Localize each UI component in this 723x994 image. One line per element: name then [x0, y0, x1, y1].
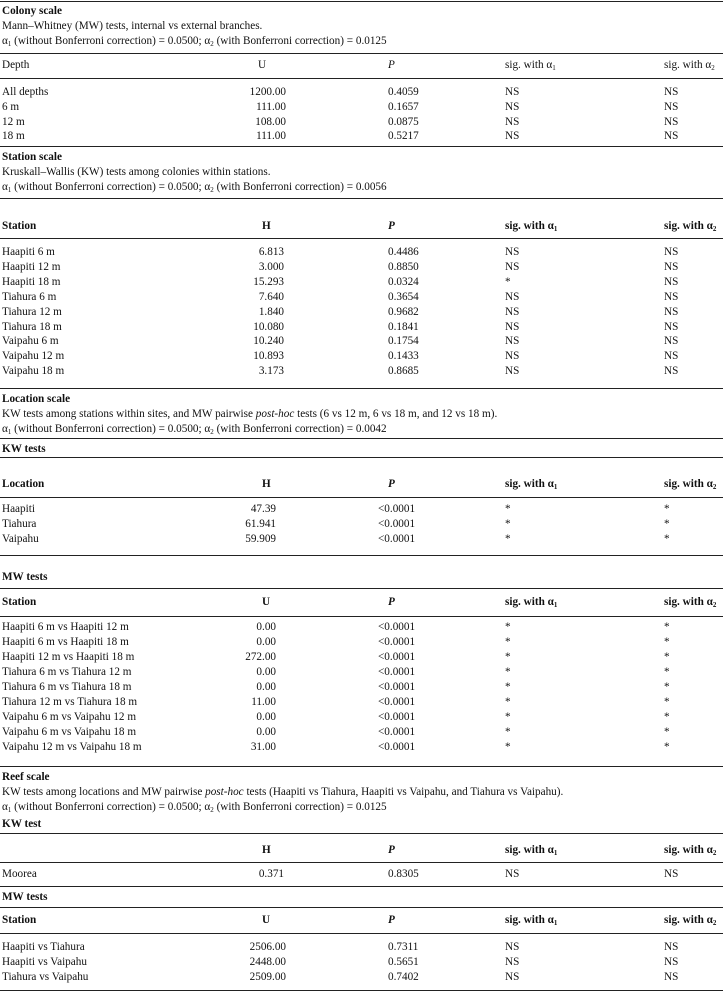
row-sig-alpha2: *	[664, 518, 670, 530]
row-label: Haapiti vs Tiahura	[2, 941, 85, 953]
row-label: Tiahura 18 m	[2, 320, 62, 333]
row-p-value: <0.0001	[378, 503, 416, 515]
row-statistic: 111.00	[256, 130, 286, 143]
table-row	[0, 532, 723, 546]
row-sig-alpha1: NS	[505, 941, 520, 953]
row-label: 18 m	[2, 130, 25, 143]
row-statistic: 59.909	[245, 533, 276, 545]
row-p-value: 0.0875	[388, 115, 419, 128]
header-u: U	[258, 59, 267, 71]
table-row	[0, 334, 723, 348]
row-sig-alpha1: NS	[505, 130, 520, 143]
header-sig-a1: sig. with $\alpha_1$	[505, 844, 558, 857]
location-mw-end-rule	[0, 766, 723, 767]
row-label: Haapiti 12 m	[2, 260, 61, 273]
row-p-value: 0.7402	[388, 971, 419, 983]
station-description: Kruskall–Wallis (KW) tests among colonies within stations.	[2, 166, 271, 178]
reef-description: KW tests among locations and MW pairwise post-hoc tests (Haapiti vs Tiahura, Haapiti vs Vaipahu, and Tiahura vs Vaipahu).	[2, 786, 564, 798]
row-label: Haapiti 18 m	[2, 275, 61, 288]
header-h: H	[262, 220, 271, 232]
row-sig-alpha2: *	[664, 503, 670, 515]
location-description: KW tests among stations within sites, and MW pairwise post-hoc tests (6 vs 12 m, 6 vs 18 m, and 12 vs 18 m).	[2, 408, 498, 420]
row-sig-alpha1: *	[505, 651, 511, 663]
row-sig-alpha1: *	[505, 621, 511, 633]
colony-title: Colony scale	[2, 5, 62, 17]
row-sig-alpha1: NS	[505, 971, 520, 983]
location-kw-header-row	[0, 477, 723, 491]
row-sig-alpha2: NS	[664, 868, 679, 880]
row-sig-alpha2: NS	[664, 290, 679, 303]
row-sig-alpha1: *	[505, 636, 511, 648]
row-label: 12 m	[2, 115, 25, 128]
row-statistic: 3.173	[258, 365, 284, 378]
row-statistic: 10.240	[253, 335, 284, 348]
header-depth: Depth	[2, 59, 30, 71]
row-p-value: 0.8850	[388, 260, 419, 273]
row-p-value: <0.0001	[378, 711, 416, 723]
header-p: P	[388, 478, 395, 490]
header-sig-a1: sig. with $\alpha_1$	[505, 220, 558, 233]
row-label: Haapiti	[2, 503, 35, 515]
row-statistic: 0.00	[256, 711, 276, 723]
row-p-value: 0.7311	[388, 941, 419, 953]
table-row	[0, 349, 723, 363]
row-sig-alpha1: NS	[505, 246, 520, 258]
table-row	[0, 710, 723, 724]
row-sig-alpha1: NS	[505, 335, 520, 348]
station-header-row	[0, 219, 723, 233]
table-row	[0, 955, 723, 969]
reef-kw-header-row	[0, 843, 723, 857]
header-sig-a1: sig. with $\alpha_1$	[505, 914, 558, 927]
table-row	[0, 695, 723, 709]
table-row	[0, 260, 723, 274]
row-sig-alpha2: NS	[664, 365, 679, 378]
row-label: All depths	[2, 86, 49, 98]
row-sig-alpha2: NS	[664, 115, 679, 128]
row-sig-alpha1: *	[505, 666, 511, 678]
row-label: Vaipahu 18 m	[2, 365, 65, 378]
row-p-value: <0.0001	[378, 518, 416, 530]
row-sig-alpha2: NS	[664, 305, 679, 318]
row-sig-alpha1: NS	[505, 100, 520, 113]
row-sig-alpha1: *	[505, 741, 511, 753]
header-u: U	[262, 914, 271, 926]
row-sig-alpha1: *	[505, 711, 511, 723]
row-statistic: 61.941	[245, 518, 276, 530]
table-row	[0, 502, 723, 516]
reef-kw-header-rule	[0, 833, 723, 834]
row-p-value: 0.4059	[388, 86, 419, 98]
header-station: Station	[2, 914, 37, 926]
station-header-bottom-rule	[0, 238, 723, 239]
reef-mw-header-bottom-rule	[0, 933, 723, 934]
row-statistic: 7.640	[258, 290, 284, 303]
row-sig-alpha2: NS	[664, 335, 679, 348]
row-statistic: 0.00	[256, 636, 276, 648]
row-sig-alpha1: NS	[505, 86, 520, 98]
header-sig-a2: sig. with $\alpha_2$	[664, 914, 717, 927]
row-p-value: <0.0001	[378, 681, 416, 693]
row-statistic: 10.080	[253, 320, 284, 333]
row-sig-alpha1: NS	[505, 956, 520, 968]
row-statistic: 272.00	[245, 651, 276, 663]
row-sig-alpha2: NS	[664, 246, 679, 258]
row-p-value: <0.0001	[378, 696, 416, 708]
row-p-value: 0.1841	[388, 320, 419, 333]
row-sig-alpha1: *	[505, 681, 511, 693]
row-sig-alpha2: *	[664, 741, 670, 753]
row-sig-alpha2: *	[664, 621, 670, 633]
row-sig-alpha2: *	[664, 681, 670, 693]
table-row	[0, 680, 723, 694]
colony-header-row	[0, 58, 723, 72]
row-label: Tiahura 6 m vs Tiahura 12 m	[2, 666, 132, 678]
colony-description: Mann–Whitney (MW) tests, internal vs external branches.	[2, 20, 263, 32]
row-label: 6 m	[2, 100, 20, 113]
row-sig-alpha2: NS	[664, 941, 679, 953]
table-row	[0, 275, 723, 289]
row-statistic: 0.00	[256, 726, 276, 738]
row-statistic: 0.00	[256, 621, 276, 633]
row-statistic: 15.293	[253, 275, 284, 288]
row-statistic: 111.00	[256, 100, 286, 113]
row-sig-alpha1: NS	[505, 260, 520, 273]
row-statistic: 11.00	[251, 696, 276, 708]
table-row	[0, 867, 723, 881]
row-statistic: 0.00	[256, 666, 276, 678]
row-statistic: 0.00	[256, 681, 276, 693]
row-label: Haapiti 12 m vs Haapiti 18 m	[2, 651, 135, 663]
row-sig-alpha1: NS	[505, 320, 520, 333]
header-sig-a2: sig. with $\alpha_2$	[664, 220, 717, 233]
location-mw-header-rule	[0, 588, 723, 589]
location-kw-header-rule	[0, 457, 723, 458]
row-p-value: 0.5651	[388, 956, 419, 968]
row-p-value: <0.0001	[378, 726, 416, 738]
row-statistic: 2506.00	[249, 941, 286, 953]
reef-mw-header-rule	[0, 907, 723, 908]
row-sig-alpha1: *	[505, 503, 511, 515]
header-sig-a2: sig. with $\alpha_2$	[664, 478, 717, 491]
table-row	[0, 320, 723, 334]
row-p-value: <0.0001	[378, 533, 416, 545]
row-label: Tiahura 6 m vs Tiahura 18 m	[2, 681, 132, 693]
location-kw-end-rule	[0, 555, 723, 556]
table-row	[0, 129, 723, 143]
table-row	[0, 940, 723, 954]
row-statistic: 1200.00	[249, 86, 286, 98]
row-sig-alpha2: *	[664, 533, 670, 545]
header-station: Station	[2, 220, 37, 232]
row-p-value: 0.4486	[388, 246, 419, 258]
row-statistic: 1.840	[258, 305, 284, 318]
row-p-value: 0.8685	[388, 365, 419, 378]
table-row	[0, 725, 723, 739]
table-row	[0, 85, 723, 99]
station-end-rule	[0, 388, 723, 389]
row-p-value: 0.1754	[388, 335, 419, 348]
row-sig-alpha1: *	[505, 726, 511, 738]
table-top-rule	[0, 1, 723, 2]
row-sig-alpha1: *	[505, 533, 511, 545]
row-p-value: <0.0001	[378, 741, 416, 753]
row-sig-alpha2: *	[664, 696, 670, 708]
header-location: Location	[2, 478, 45, 490]
header-p: P	[388, 596, 395, 608]
table-row	[0, 665, 723, 679]
header-sig-a2: sig. with $\alpha_2$	[664, 59, 715, 72]
row-p-value: <0.0001	[378, 651, 416, 663]
row-label: Moorea	[2, 868, 37, 880]
row-label: Tiahura 12 m	[2, 305, 62, 318]
row-statistic: 0.371	[258, 868, 284, 880]
table-row	[0, 635, 723, 649]
row-p-value: <0.0001	[378, 636, 416, 648]
location-title: Location scale	[2, 393, 71, 405]
location-kw-rule	[0, 438, 723, 439]
row-statistic: 2448.00	[249, 956, 286, 968]
row-label: Vaipahu 6 m vs Vaipahu 18 m	[2, 726, 137, 738]
header-sig-a1: sig. with $\alpha_1$	[505, 478, 558, 491]
row-p-value: 0.8305	[388, 868, 419, 880]
location-mw-header-bottom-rule	[0, 616, 723, 617]
location-kw-title: KW tests	[2, 443, 46, 455]
row-label: Haapiti 6 m vs Haapiti 18 m	[2, 636, 129, 648]
row-label: Tiahura 6 m	[2, 290, 57, 303]
table-row	[0, 364, 723, 378]
row-sig-alpha2: *	[664, 651, 670, 663]
row-sig-alpha1: NS	[505, 305, 520, 318]
row-statistic: 10.893	[253, 350, 284, 363]
row-sig-alpha2: *	[664, 726, 670, 738]
header-p: P	[388, 844, 395, 856]
colony-alpha-line: $\alpha_1$ (without Bonferroni correction) = 0.0500; $\alpha_2$ (with Bonferroni correction) = 0.0125	[2, 35, 387, 48]
row-sig-alpha2: NS	[664, 971, 679, 983]
row-sig-alpha1: NS	[505, 365, 520, 378]
row-p-value: 0.1433	[388, 350, 419, 363]
row-label: Vaipahu	[2, 533, 39, 545]
row-label: Vaipahu 6 m vs Vaipahu 12 m	[2, 711, 137, 723]
row-p-value: 0.9682	[388, 305, 419, 318]
reef-mw-header-row	[0, 913, 723, 927]
reef-kw-title: KW test	[2, 818, 42, 830]
reef-kw-header-bottom-rule	[0, 862, 723, 863]
row-sig-alpha2: NS	[664, 100, 679, 113]
row-sig-alpha2: NS	[664, 275, 679, 288]
header-u: U	[262, 596, 271, 608]
row-sig-alpha2: NS	[664, 260, 679, 273]
row-label: Vaipahu 12 m vs Vaipahu 18 m	[2, 741, 142, 753]
colony-end-rule	[0, 146, 723, 147]
table-row	[0, 517, 723, 531]
row-statistic: 2509.00	[249, 971, 286, 983]
row-sig-alpha2: NS	[664, 130, 679, 143]
row-label: Vaipahu 12 m	[2, 350, 65, 363]
row-statistic: 3.000	[258, 260, 284, 273]
row-sig-alpha1: NS	[505, 115, 520, 128]
header-p: P	[388, 914, 395, 926]
row-label: Haapiti vs Vaipahu	[2, 956, 87, 968]
row-p-value: <0.0001	[378, 621, 416, 633]
header-h: H	[262, 478, 271, 490]
table-row	[0, 245, 723, 259]
row-statistic: 47.39	[250, 503, 276, 515]
location-mw-header-row	[0, 595, 723, 609]
header-station: Station	[2, 596, 37, 608]
table-row	[0, 970, 723, 984]
row-sig-alpha2: *	[664, 666, 670, 678]
colony-header-rule	[0, 53, 723, 54]
row-label: Haapiti 6 m vs Haapiti 12 m	[2, 621, 129, 633]
colony-header-bottom-rule	[0, 78, 723, 79]
header-sig-a2: sig. with $\alpha_2$	[664, 844, 717, 857]
row-sig-alpha2: NS	[664, 320, 679, 333]
table-row	[0, 650, 723, 664]
header-p: P	[388, 220, 395, 232]
location-kw-header-bottom-rule	[0, 497, 723, 498]
row-sig-alpha1: *	[505, 518, 511, 530]
station-title: Station scale	[2, 151, 62, 163]
row-sig-alpha2: *	[664, 711, 670, 723]
reef-title: Reef scale	[2, 771, 50, 783]
row-sig-alpha2: *	[664, 636, 670, 648]
reef-alpha-line: $\alpha_1$ (without Bonferroni correction) = 0.0500; $\alpha_2$ (with Bonferroni correction) = 0.0125	[2, 801, 387, 814]
row-sig-alpha1: *	[505, 696, 511, 708]
table-bottom-rule	[0, 990, 723, 991]
row-p-value: 0.1657	[388, 100, 419, 113]
row-sig-alpha2: NS	[664, 350, 679, 363]
row-label: Vaipahu 6 m	[2, 335, 59, 348]
row-sig-alpha1: NS	[505, 868, 520, 880]
row-sig-alpha1: NS	[505, 350, 520, 363]
header-sig-a2: sig. with $\alpha_2$	[664, 596, 717, 609]
station-header-rule	[0, 198, 723, 199]
row-sig-alpha2: NS	[664, 956, 679, 968]
row-p-value: 0.0324	[388, 275, 419, 288]
row-p-value: <0.0001	[378, 666, 416, 678]
table-row	[0, 115, 723, 129]
station-alpha-line: $\alpha_1$ (without Bonferroni correction) = 0.0500; $\alpha_2$ (with Bonferroni correction) = 0.0056	[2, 181, 387, 194]
reef-kw-end-rule	[0, 886, 723, 887]
table-row	[0, 100, 723, 114]
row-statistic: 108.00	[255, 115, 286, 128]
header-h: H	[262, 844, 271, 856]
header-sig-a1: sig. with $\alpha_1$	[505, 59, 556, 72]
reef-mw-title: MW tests	[2, 891, 48, 903]
table-row	[0, 740, 723, 754]
row-p-value: 0.5217	[388, 130, 419, 143]
table-row	[0, 290, 723, 304]
table-row	[0, 305, 723, 319]
row-label: Tiahura	[2, 518, 37, 530]
row-statistic: 31.00	[250, 741, 276, 753]
location-mw-title: MW tests	[2, 571, 48, 583]
location-alpha-line: $\alpha_1$ (without Bonferroni correction) = 0.0500; $\alpha_2$ (with Bonferroni correction) = 0.0042	[2, 423, 387, 436]
row-p-value: 0.3654	[388, 290, 419, 303]
row-sig-alpha1: *	[505, 275, 511, 288]
row-label: Tiahura vs Vaipahu	[2, 971, 89, 983]
header-p: P	[388, 59, 395, 71]
row-sig-alpha1: NS	[505, 290, 520, 303]
row-label: Haapiti 6 m	[2, 246, 55, 258]
header-sig-a1: sig. with $\alpha_1$	[505, 596, 558, 609]
row-sig-alpha2: NS	[664, 86, 679, 98]
table-row	[0, 620, 723, 634]
row-label: Tiahura 12 m vs Tiahura 18 m	[2, 696, 138, 708]
row-statistic: 6.813	[258, 246, 284, 258]
